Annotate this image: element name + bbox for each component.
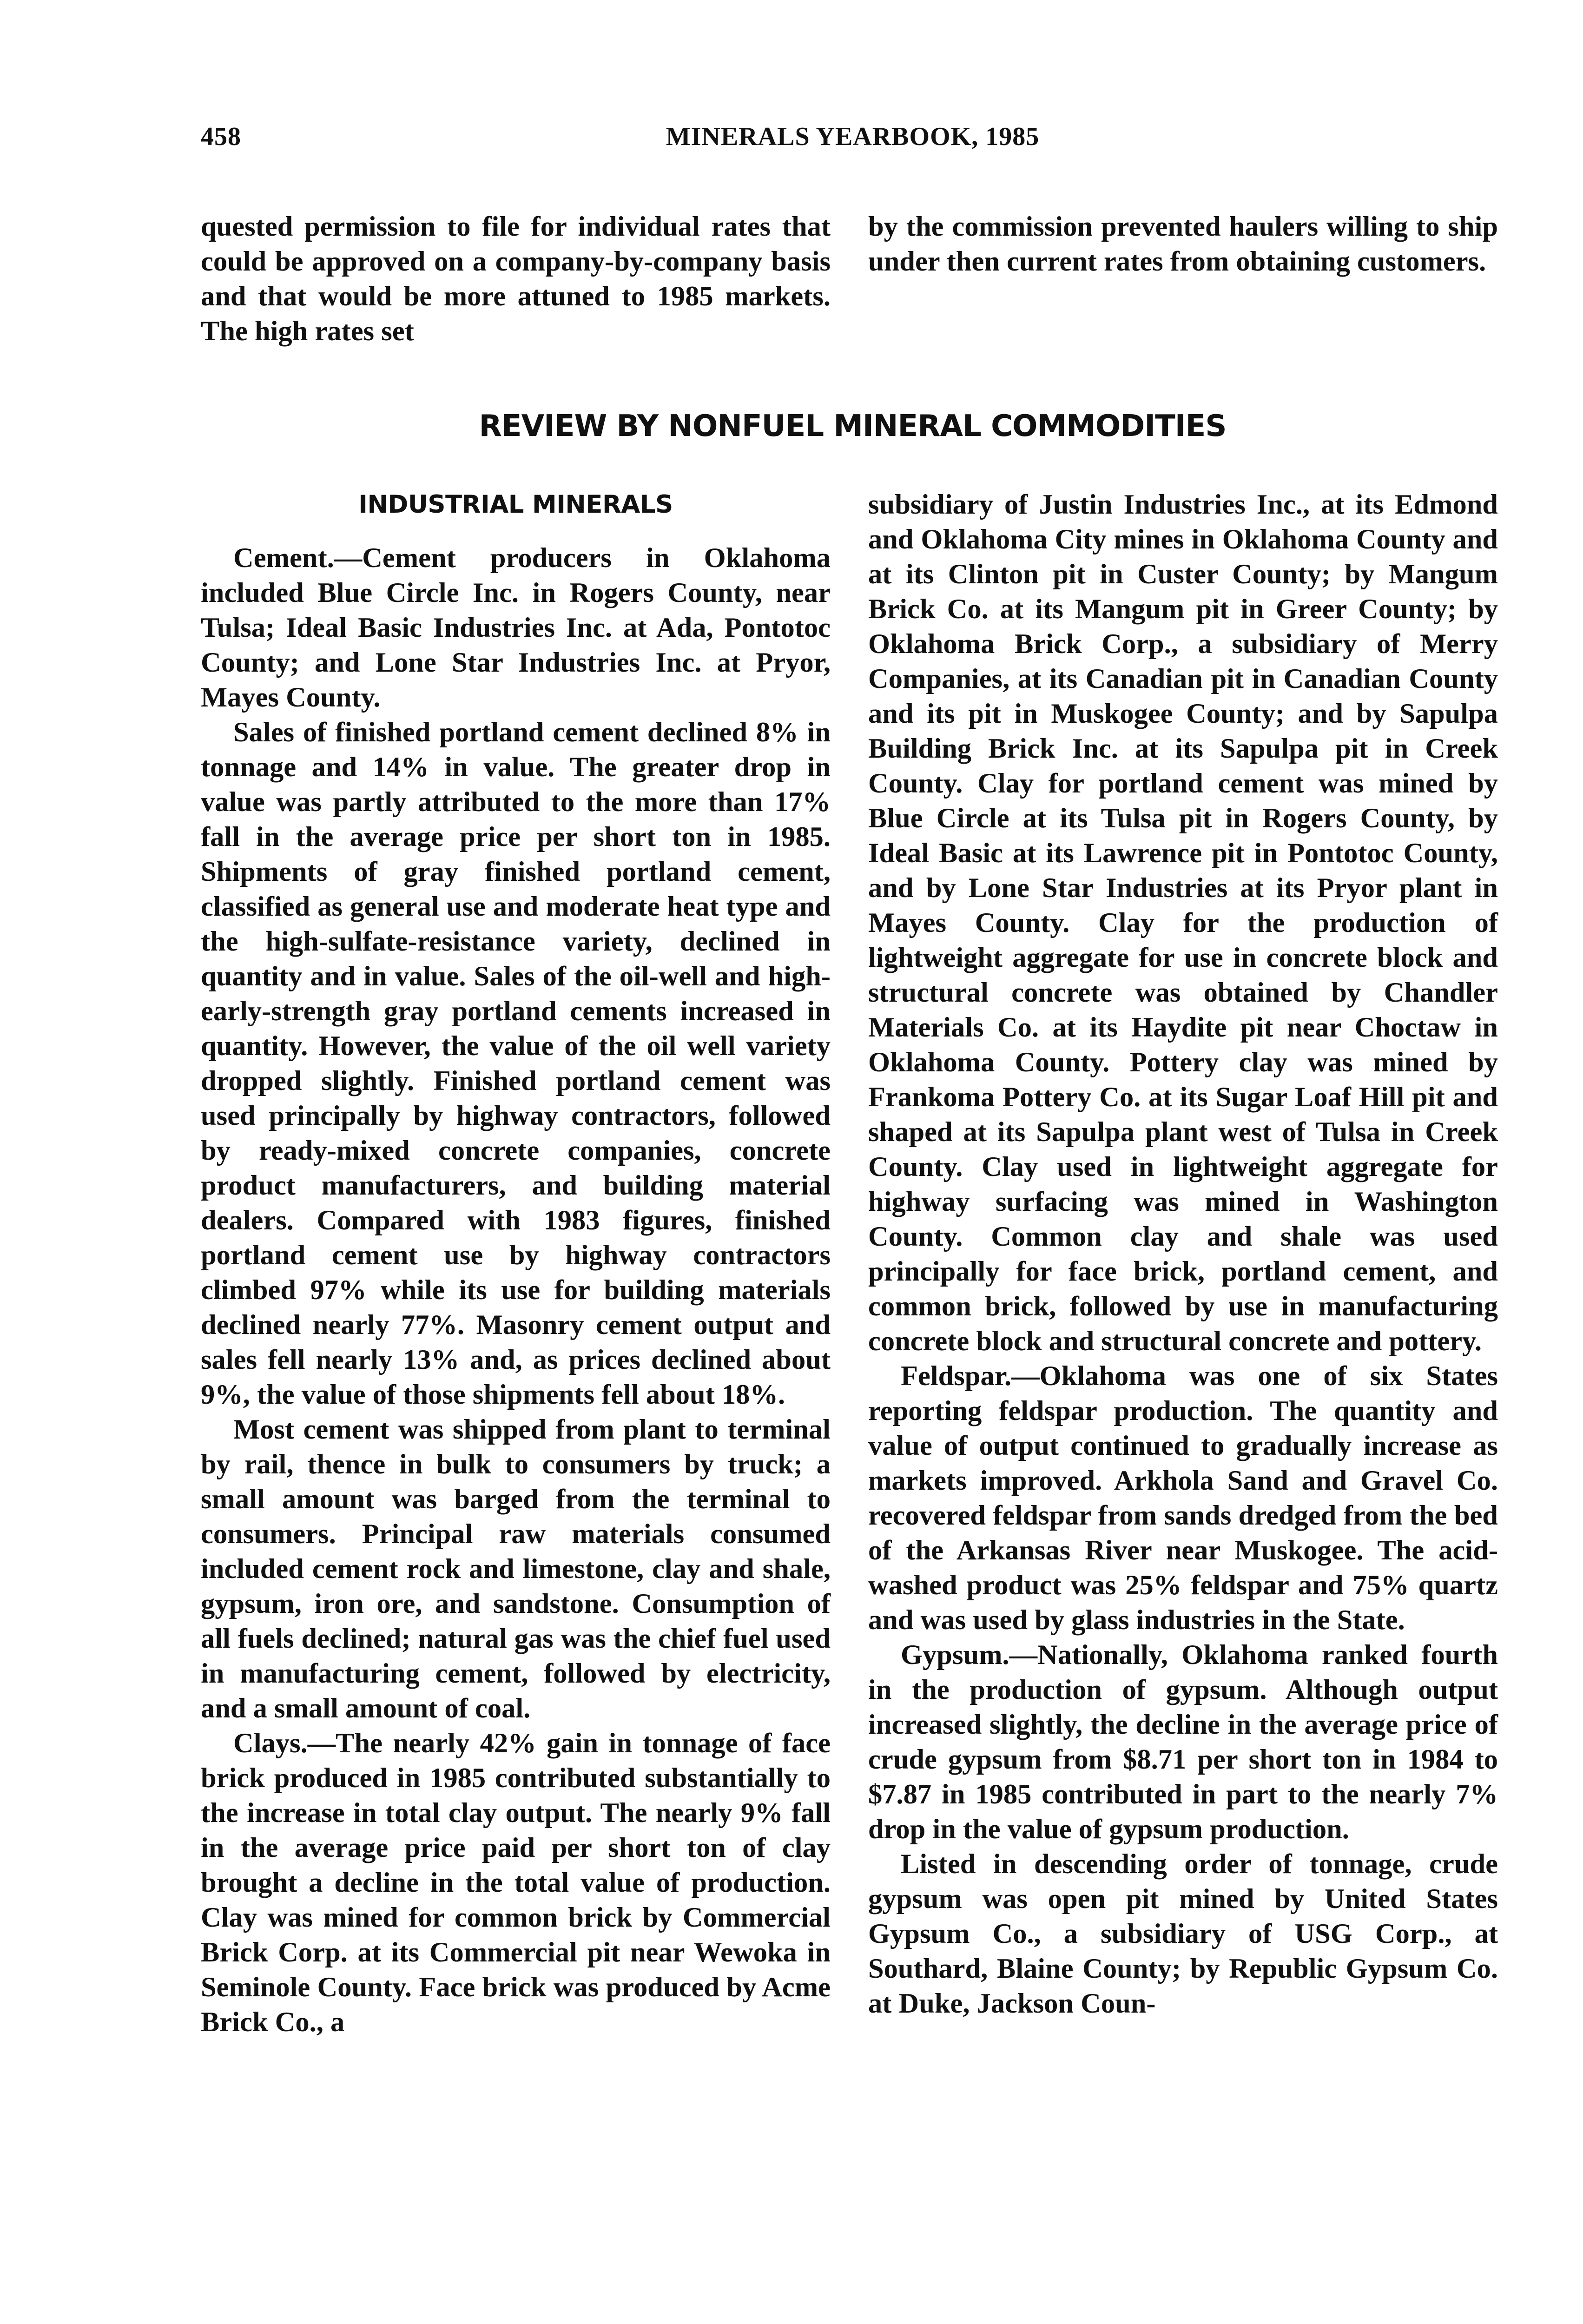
left-column xyxy=(201,487,831,2324)
paragraph-cement-intro: Cement.—Cement producers in Oklahoma included Blue Circle Inc. in Rogers County, near Tulsa; Ideal Basic Industries Inc. at Ada, Pontotoc County; and Lone Star Industries Inc. at Pryor, Mayes County. xyxy=(201,542,831,713)
run-in-heading-gypsum: Gypsum. xyxy=(901,1639,1009,1670)
paragraph: by the commission prevented haulers willing to ship under then current rates from obtaining customers. xyxy=(868,211,1498,277)
publication-title: MINERALS YEARBOOK, 1985 xyxy=(666,122,1040,151)
run-in-heading-cement: Cement. xyxy=(233,542,334,574)
paragraph-feldspar: Feldspar.—Oklahoma was one of six States reporting feldspar production. The quantity and value of output continued to gradually increase as markets improved. Arkhola Sand and Gravel Co. recovered feldspar from sands dredged from the bed of the Arkansas River near Muskogee. The acid-washed product was 25% feldspar and 75% quartz and was used by glass industries in the State. xyxy=(868,1360,1498,1636)
run-in-heading-feldspar: Feldspar. xyxy=(901,1360,1012,1392)
top-right-text xyxy=(868,209,1498,363)
run-in-heading-clays: Clays. xyxy=(233,1728,308,1759)
paragraph: quested permission to file for individual rates that could be approved on a company-by-company basis and that would be more attuned to 1985 markets. The high rates set xyxy=(201,211,831,347)
subsection-heading: INDUSTRIAL MINERALS xyxy=(358,490,673,519)
paragraph: Listed in descending order of tonnage, crude gypsum was open pit mined by United States Gypsum Co., a subsidiary of USG Corp., at Southard, Blaine County; by Republic Gypsum Co. at Duke, Jackson Coun- xyxy=(868,1849,1498,2019)
paragraph-gypsum: Gypsum.—Nationally, Oklahoma ranked fourth in the production of gypsum. Although output increased slightly, the decline in the average price of crude gypsum from $8.71 per short ton in 1984 to $7.87 in 1985 contributed in part to the nearly 7% drop in the value of gypsum production. xyxy=(868,1639,1498,1845)
top-left-text xyxy=(201,209,831,363)
paragraph: Sales of finished portland cement declined 8% in tonnage and 14% in value. The greater drop in value was partly attributed to the more than 17% fall in the average price per short ton in 1985. Shipments of gray finished portland cement, classified as general use and moderate heat type and the high-sulfate-resistance variety, declined in quantity and in value. Sales of the oil-well and high-early-strength gray portland cements increased in quantity. However, the value of the oil well variety dropped slightly. Finished portland cement was used principally by highway contractors, followed by ready-mixed concrete companies, concrete product manufacturers, and building material dealers. Compared with 1983 figures, finished portland cement use by highway contractors climbed 97% while its use for building materials declined nearly 77%. Masonry cement output and sales fell nearly 13% and, as prices declined about 9%, the value of those shipments fell about 18%. xyxy=(201,717,831,1410)
page-number: 458 xyxy=(201,122,241,151)
paragraph: subsidiary of Justin Industries Inc., at its Edmond and Oklahoma City mines in Oklahoma County and at its Clinton pit in Custer County; by Mangum Brick Co. at its Mangum pit in Greer County; by Oklahoma Brick Corp., a subsidiary of Merry Companies, at its Canadian pit in Canadian County and its pit in Muskogee County; and by Sapulpa Building Brick Inc. at its Sapulpa pit in Creek County. Clay for portland cement was mined by Blue Circle at its Tulsa pit in Rogers County, by Ideal Basic at its Lawrence pit in Pontotoc County, and by Lone Star Industries at its Pryor plant in Mayes County. Clay for the production of lightweight aggregate for use in concrete block and structural concrete was obtained by Chandler Materials Co. at its Haydite pit near Choctaw in Oklahoma County. Pottery clay was mined by Frankoma Pottery Co. at its Sugar Loaf Hill pit and shaped at its Sapulpa plant west of Tulsa in Creek County. Clay used in lightweight aggregate for highway surfacing was mined in Washington County. Common clay and shale was used principally for face brick, portland cement, and common brick, followed by use in manufacturing concrete block and structural concrete and pottery. xyxy=(868,489,1498,1357)
paragraph-clays: Clays.—The nearly 42% gain in tonnage of face brick produced in 1985 contributed substantially to the increase in total clay output. The nearly 9% fall in the average price paid per short ton of clay brought a decline in the total value of production. Clay was mined for common brick by Commercial Brick Corp. at its Commercial pit near Wewoka in Seminole County. Face brick was produced by Acme Brick Co., a xyxy=(201,1728,831,2038)
right-column xyxy=(868,487,1498,2324)
paragraph: Most cement was shipped from plant to terminal by rail, thence in bulk to consumers by truck; a small amount was barged from the terminal to consumers. Principal raw materials consumed included cement rock and limestone, clay and shale, gypsum, iron ore, and sandstone. Consumption of all fuels declined; natural gas was the chief fuel used in manufacturing cement, followed by electricity, and a small amount of coal. xyxy=(201,1414,831,1724)
section-heading: REVIEW BY NONFUEL MINERAL COMMODITIES xyxy=(479,409,1227,443)
